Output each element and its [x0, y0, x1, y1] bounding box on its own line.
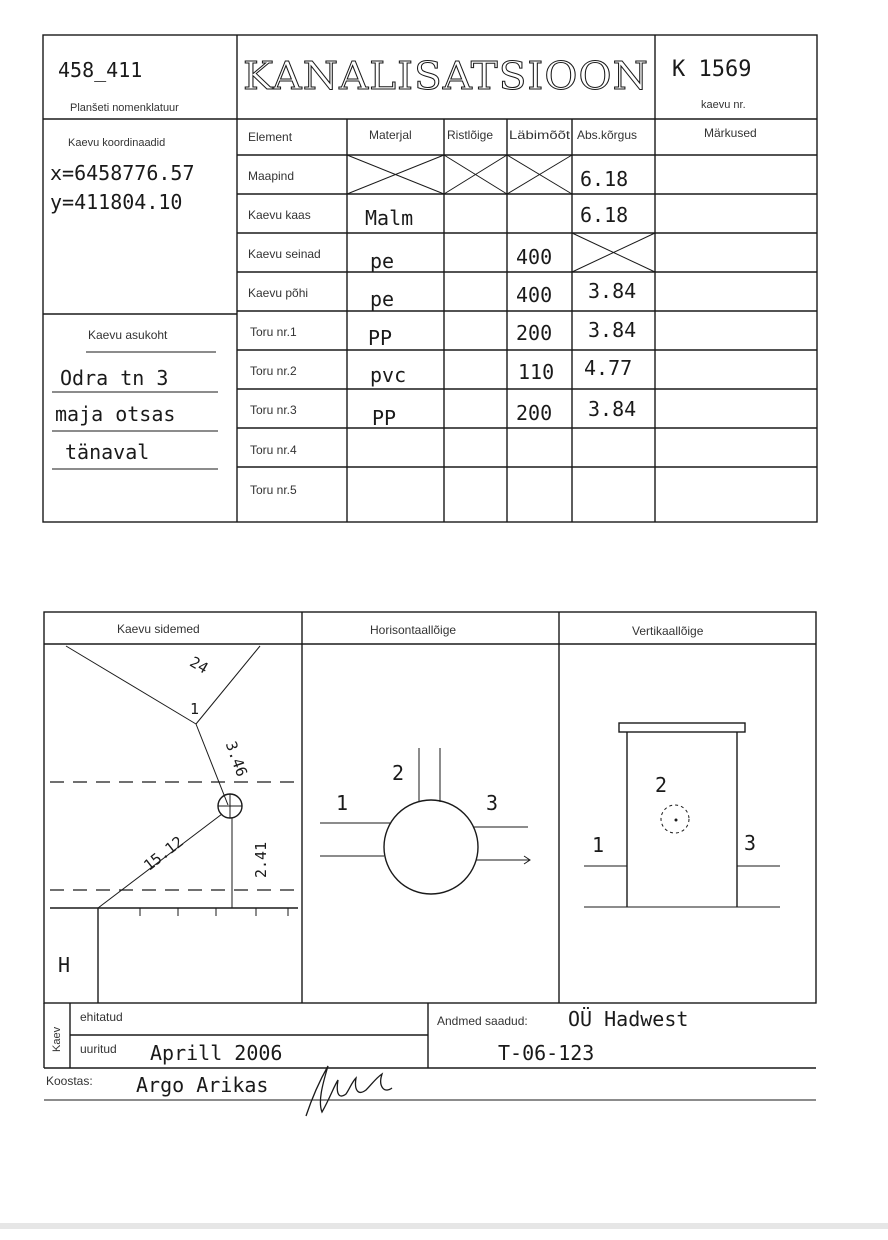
well-number-value: K 1569 — [672, 57, 752, 82]
surveyed-value: Aprill 2006 — [150, 1041, 283, 1065]
row-diameter: 200 — [516, 321, 553, 345]
vertical-section-title: Vertikaallõige — [632, 624, 704, 638]
pipe-label: 3 — [486, 791, 499, 815]
pipe-label: 1 — [592, 833, 605, 857]
row-element-label: Toru nr.5 — [250, 483, 297, 497]
dimension-label: 15.12 — [140, 832, 187, 875]
coordinate-y: y=411804.10 — [50, 190, 183, 214]
row-elevation: 3.84 — [588, 397, 637, 421]
compiled-by-label: Koostas: — [46, 1074, 93, 1088]
row-element-label: Kaevu seinad — [248, 247, 321, 261]
well-circle — [384, 800, 478, 894]
pipe-label: 2 — [392, 761, 405, 785]
coordinate-x: x=6458776.57 — [50, 161, 195, 185]
diagram-form — [44, 612, 816, 1003]
dimension-label: 3.46 — [221, 738, 251, 779]
row-elevation: 3.84 — [588, 279, 637, 303]
row-element-label: Toru nr.4 — [250, 443, 297, 457]
col-header-material: Materjal — [369, 128, 412, 142]
dimension-label: 2.41 — [252, 841, 270, 878]
pipe-label: 2 — [655, 773, 668, 797]
connections-sketch — [50, 646, 298, 1003]
vertical-section-sketch — [584, 723, 780, 907]
row-elevation: 4.77 — [584, 356, 633, 380]
col-header-remarks: Märkused — [704, 126, 757, 140]
row-diameter: 400 — [516, 283, 553, 307]
diagram-form-border — [44, 612, 816, 1003]
nomenclature-value: 458_411 — [58, 58, 143, 82]
col-header-diameter: Läbimõõt — [509, 128, 571, 142]
data-reference-value: T-06-123 — [498, 1041, 595, 1065]
pipe-label: 3 — [744, 831, 757, 855]
col-header-elevation: Abs.kõrgus — [577, 128, 638, 142]
compiled-by-value: Argo Arikas — [136, 1073, 269, 1097]
col-header-element: Element — [248, 130, 293, 144]
side-label-well: Kaev — [51, 1026, 63, 1052]
footer — [44, 1003, 816, 1116]
row-material: pe — [370, 249, 395, 273]
row-elevation: 6.18 — [580, 167, 629, 191]
top-form — [43, 35, 817, 522]
well-lid — [619, 723, 745, 732]
horizontal-section-sketch — [320, 748, 530, 894]
pipe-label: 1 — [336, 791, 349, 815]
row-material: PP — [368, 326, 393, 350]
row-element-label: Toru nr.1 — [250, 325, 297, 339]
dimension-label: 24 — [186, 652, 212, 678]
row-element-label: Kaevu kaas — [248, 208, 311, 222]
nomenclature-label: Planšeti nomenklatuur — [70, 102, 179, 114]
row-diameter: 200 — [516, 401, 553, 425]
coordinates-label: Kaevu koordinaadid — [68, 137, 166, 149]
dimension-label: H — [58, 953, 71, 977]
location-line-2: maja otsas — [55, 402, 176, 426]
row-elevation: 6.18 — [580, 203, 629, 227]
page-title: KANALISATSIOON — [243, 54, 649, 98]
row-element-label: Kaevu põhi — [248, 286, 309, 300]
surveyed-label: uuritud — [80, 1042, 117, 1056]
horizontal-section-title: Horisontaallõige — [370, 623, 457, 637]
data-source-label: Andmed saadud: — [437, 1014, 528, 1028]
row-element-label: Toru nr.2 — [250, 364, 297, 378]
well-number-label: kaevu nr. — [701, 99, 746, 111]
element-table — [237, 119, 817, 522]
location-line-3: tänaval — [65, 440, 150, 464]
row-diameter: 110 — [518, 360, 555, 384]
col-header-cross-section: Ristlõige — [447, 128, 494, 142]
signature — [306, 1066, 392, 1116]
row-diameter: 400 — [516, 245, 553, 269]
row-elevation: 3.84 — [588, 318, 637, 342]
dimension-label: 1 — [190, 700, 200, 718]
row-material: Malm — [365, 206, 414, 230]
location-label: Kaevu asukoht — [88, 328, 168, 342]
connections-title: Kaevu sidemed — [117, 622, 200, 636]
data-source-value: OÜ Hadwest — [568, 1007, 689, 1031]
row-material: PP — [372, 406, 397, 430]
built-label: ehitatud — [80, 1010, 123, 1024]
location-line-1: Odra tn 3 — [60, 366, 169, 390]
row-element-label: Maapind — [248, 169, 295, 183]
row-element-label: Toru nr.3 — [250, 403, 297, 417]
row-material: pe — [370, 287, 395, 311]
row-material: pvc — [370, 363, 407, 387]
